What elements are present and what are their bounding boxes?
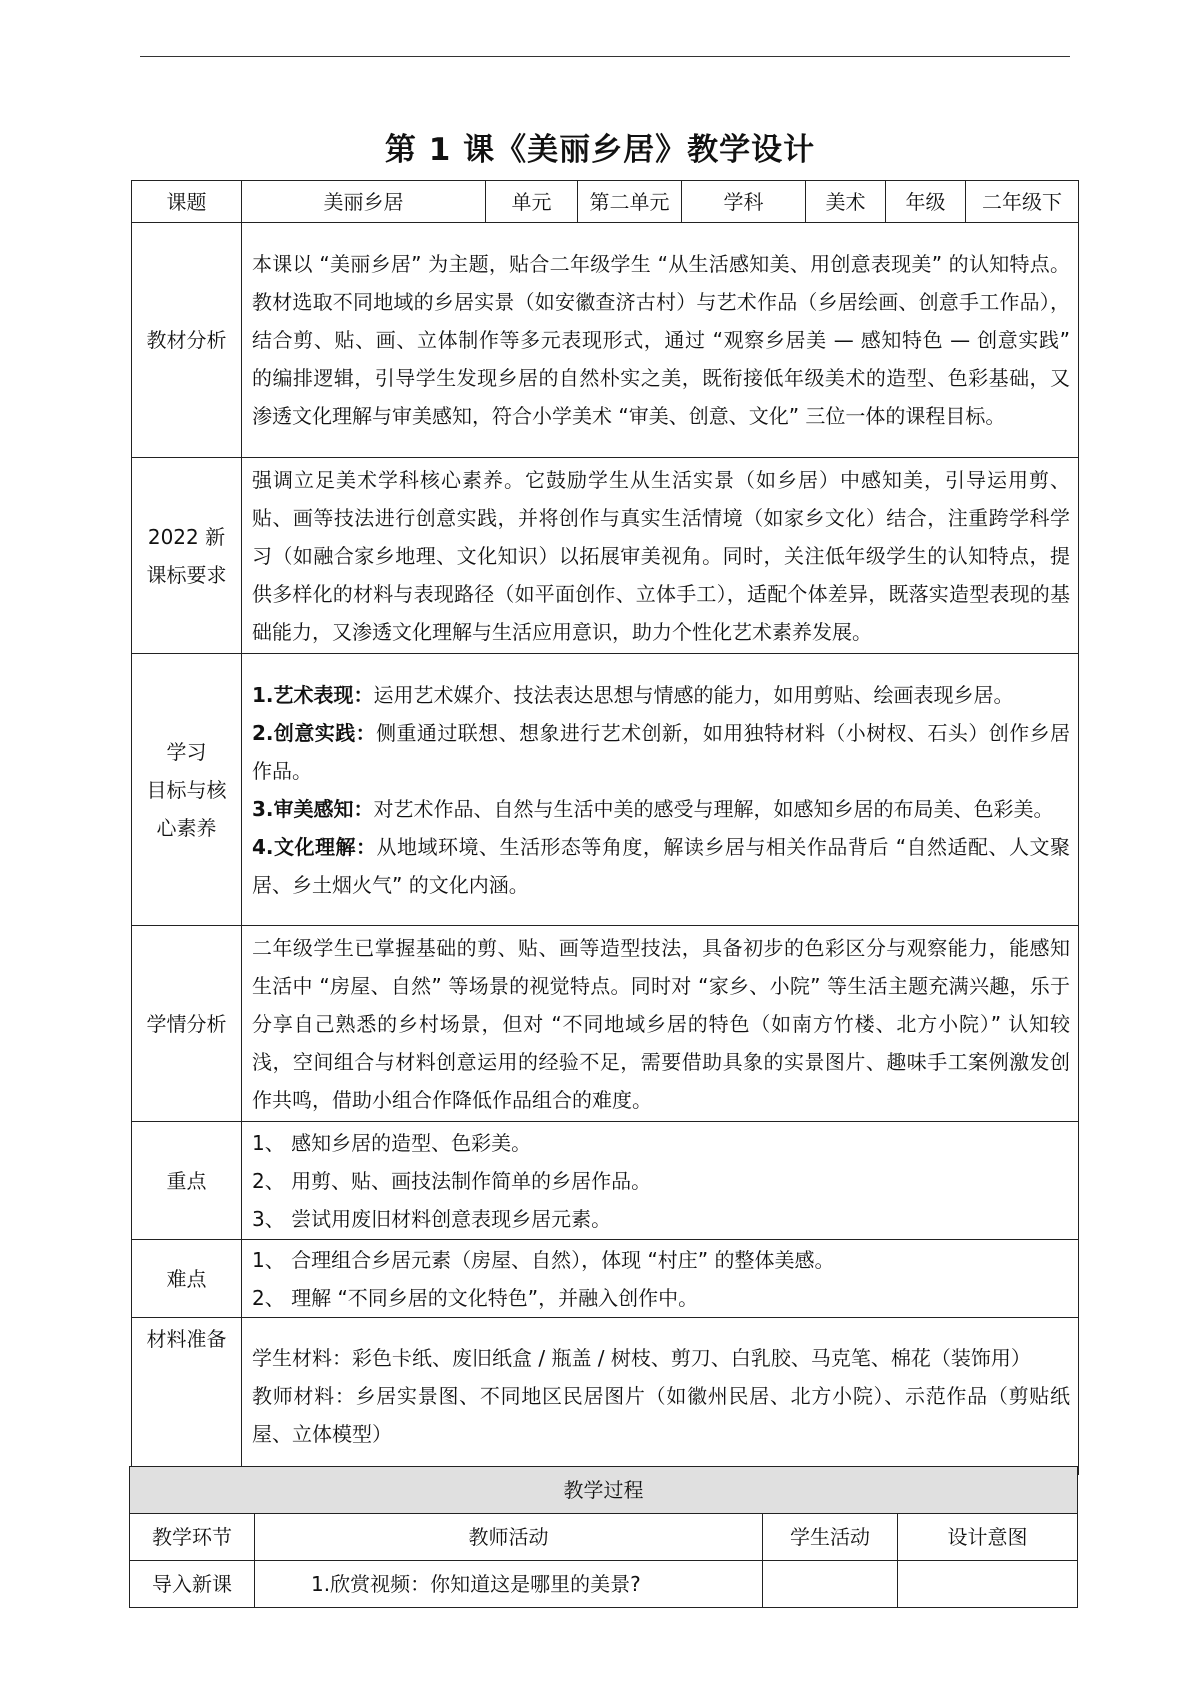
keypoints-row [132, 1122, 1079, 1240]
unit-label: 单元 [486, 181, 578, 223]
materials-text [242, 1318, 1079, 1475]
goal-head: 4.文化理解： [252, 834, 377, 859]
analysis-label: 教材分析 [132, 223, 242, 458]
teacher-materials: 教师材料：乡居实景图、不同地区民居图片（如徽州民居、北方小院）、示范作品（剪贴纸屋、立体模型） [252, 1384, 1070, 1446]
goals-label [132, 654, 242, 926]
learner-row [132, 926, 1079, 1122]
goal-head: 3.审美感知： [252, 796, 374, 821]
column-stage: 教学环节 [130, 1514, 255, 1561]
column-intent: 设计意图 [898, 1514, 1078, 1561]
goals-label-line3: 心素养 [156, 815, 217, 840]
info-row [132, 181, 1079, 223]
grade-label: 年级 [886, 181, 966, 223]
goals-label-line1: 学习 [166, 739, 207, 764]
subject-value: 美术 [806, 181, 886, 223]
goals-row [132, 654, 1079, 926]
goal-text: 运用艺术媒介、技法表达思想与情感的能力，如用剪贴、绘画表现乡居。 [373, 682, 1014, 707]
topic-label: 课题 [132, 181, 242, 223]
header-rule [140, 56, 1070, 57]
lesson-info-table [131, 180, 1079, 1475]
goal-head: 1.艺术表现： [252, 682, 374, 707]
goal-item [252, 676, 1070, 714]
topic-value: 美丽乡居 [242, 181, 486, 223]
standard-text: 强调立足美术学科核心素养。它鼓励学生从生活实景（如乡居）中感知美，引导运用剪、贴、画等技法进行创意实践，并将创作与真实生活情境（如家乡文化）结合，注重跨学科学习（如融合家乡地理、文化知识）以拓展审美视角。同时，关注低年级学生的认知特点，提供多样化的材料与表现路径（如平面创作、立体手工），适配个体差异，既落实造型表现的基础能力，又渗透文化理解与生活应用意识，助力个性化艺术素养发展。 [242, 458, 1079, 654]
difficulty-item: 2、 理解 “不同乡居的文化特色”，并融入创作中。 [252, 1285, 699, 1310]
difficulty-item: 1、 合理组合乡居元素（房屋、自然），体现 “村庄” 的整体美感。 [252, 1247, 835, 1272]
difficulties-label: 难点 [132, 1240, 242, 1318]
process-header-row [130, 1467, 1078, 1514]
keypoints-label: 重点 [132, 1122, 242, 1240]
goal-item [252, 790, 1070, 828]
materials-label: 材料准备 [132, 1318, 242, 1475]
goal-head: 2.创意实践： [252, 720, 377, 745]
standard-row [132, 458, 1079, 654]
materials-row [132, 1318, 1079, 1475]
unit-value: 第二单元 [578, 181, 682, 223]
page-title: 第 1 课《美丽乡居》教学设计 [384, 132, 816, 168]
process-table [129, 1466, 1078, 1608]
process-header: 教学过程 [130, 1467, 1078, 1514]
analysis-text: 本课以 “美丽乡居” 为主题，贴合二年级学生 “从生活感知美、用创意表现美” 的认知特点。教材选取不同地域的乡居实景（如安徽查济古村）与艺术作品（乡居绘画、创意手工作品），结合剪、贴、画、立体制作等多元表现形式，通过 “观察乡居美 — 感知特色 — 创意实践” 的编排逻辑，引导学生发现乡居的自然朴实之美，既衔接低年级美术的造型、色彩基础，又渗透文化理解与审美感知，符合小学美术 “审美、创意、文化” 三位一体的课程目标。 [242, 223, 1079, 458]
difficulties-row [132, 1240, 1079, 1318]
goal-text: 对艺术作品、自然与生活中美的感受与理解，如感知乡居的布局美、色彩美。 [373, 796, 1054, 821]
goal-text: 从地域环境、生活形态等角度，解读乡居与相关作品背后 “自然适配、人文聚居、乡土烟火气” 的文化内涵。 [252, 834, 1071, 897]
goals-text [242, 654, 1079, 926]
standard-label-line2: 课标要求 [146, 562, 227, 587]
keypoint-item: 3、 尝试用废旧材料创意表现乡居元素。 [252, 1206, 612, 1231]
difficulties-text [242, 1240, 1079, 1318]
keypoints-text [242, 1122, 1079, 1240]
goal-text: 侧重通过联想、想象进行艺术创新，如用独特材料（小树杈、石头）创作乡居作品。 [252, 720, 1071, 783]
keypoint-item: 2、 用剪、贴、画技法制作简单的乡居作品。 [252, 1168, 652, 1193]
goal-item [252, 714, 1070, 790]
keypoint-item: 1、 感知乡居的造型、色彩美。 [252, 1130, 532, 1155]
subject-label: 学科 [682, 181, 806, 223]
student-materials: 学生材料：彩色卡纸、废旧纸盒 / 瓶盖 / 树枝、剪刀、白乳胶、马克笔、棉花（装饰用） [252, 1346, 1031, 1370]
standard-label-line1: 2022 新 [147, 524, 226, 549]
standard-label [132, 458, 242, 654]
goal-item [252, 828, 1070, 904]
column-teacher: 教师活动 [255, 1514, 763, 1561]
goals-label-line2: 目标与核 [146, 777, 227, 802]
column-student: 学生活动 [763, 1514, 898, 1561]
learner-label: 学情分析 [132, 926, 242, 1122]
stage-cell: 导入新课 [130, 1561, 255, 1608]
analysis-row [132, 223, 1079, 458]
process-row [130, 1561, 1078, 1608]
process-columns-row [130, 1514, 1078, 1561]
teacher-activity-cell: 1.欣赏视频：你知道这是哪里的美景? [255, 1561, 763, 1608]
student-activity-cell [763, 1561, 898, 1608]
intent-cell [898, 1561, 1078, 1608]
learner-text: 二年级学生已掌握基础的剪、贴、画等造型技法，具备初步的色彩区分与观察能力，能感知生活中 “房屋、自然” 等场景的视觉特点。同时对 “家乡、小院” 等生活主题充满兴趣，乐于分享自己熟悉的乡村场景，但对 “不同地域乡居的特色（如南方竹楼、北方小院）” 认知较浅，空间组合与材料创意运用的经验不足，需要借助具象的实景图片、趣味手工案例激发创作共鸣，借助小组合作降低作品组合的难度。 [242, 926, 1079, 1122]
grade-value: 二年级下 [966, 181, 1079, 223]
